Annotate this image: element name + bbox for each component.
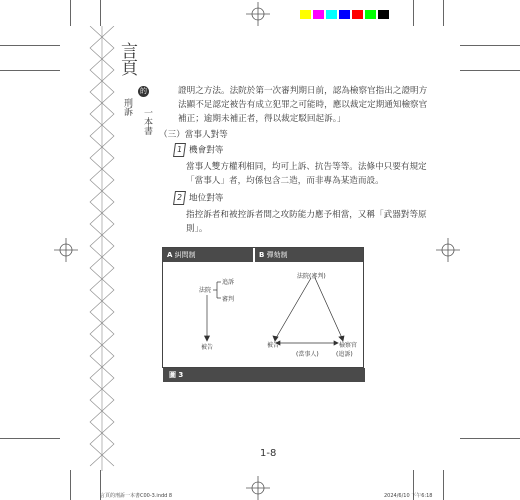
page-number: 1-8 [260,448,277,459]
panel-b-label: 彈劾制 [266,251,288,259]
sidebar-subtitle-text: 一本書 [142,108,152,135]
color-swatch [326,10,337,19]
diagram-connectors [163,248,363,367]
paragraph-line: 法顯不足認定被告有成立犯罪之可能時，應以裁定定期通知檢察官 [178,100,428,110]
section-heading: （三）當事人對等 [159,130,228,140]
color-swatch [339,10,350,19]
color-swatch [300,10,311,19]
paragraph-line: 指控訴者和被控訴者間之攻防能力應予相當，又稱「武器對等原 [186,210,427,220]
figure-number: 圖 3 [169,371,184,379]
sidebar-chapter-title [118,42,136,80]
panel-a-letter: A [167,251,173,259]
paragraph-line: 則」。 [186,224,208,234]
subsection-heading-2 [174,191,223,205]
diagram-label-judge: 審判 [222,296,235,303]
subsection-title: 機會對等 [189,145,224,156]
number-1-icon: 1 [173,143,186,157]
color-swatch [365,10,376,19]
diagram-label-prosecutor: 檢察官 [339,342,358,349]
paragraph-line: 「當事人」者，均係包含二造，而非專為某造而設。 [186,176,384,186]
print-slug-filename: 言頁的刑訴一本書C00-3.indd 8 [100,493,173,499]
sidebar-circle-text: 的 [140,87,147,95]
paragraph-line: 補正；逾期未補正者，得以裁定駁回起訴。」 [178,114,346,124]
diagram-label-parties: (當事人) [296,351,319,358]
panel-b-letter: B [259,251,265,259]
subsection-title: 地位對等 [189,193,224,204]
color-swatch [378,10,389,19]
diagram-label-court: 法院 [199,287,212,294]
panel-a-label: 糾問制 [174,251,196,259]
color-swatch [352,10,363,19]
sidebar-subtitle [142,108,152,138]
color-swatch [313,10,324,19]
side-zigzag-pattern [88,26,118,476]
number-2-icon: 2 [173,191,186,205]
adversarial-court-to-defendant-arrow [276,278,311,338]
diagram-label-defendant: 被告 [201,344,214,351]
arrow-head [334,341,338,345]
diagram-label-prosecute: 追訴 [222,279,235,286]
print-slug-timestamp: 2024/6/10 下午6:18 [384,493,433,499]
diagram-label-defendant: 被告 [267,342,280,349]
arrow-head [205,336,210,341]
diagram-label-prosecute: (追訴) [336,351,353,358]
sidebar-subject-text: 刑訴 [122,98,132,116]
sidebar-title-text: 言頁 [117,42,137,76]
diagram-label-court-trial: 法院(審判) [297,273,326,280]
paragraph-line: 證明之方法。法院於第一次審判期日前，認為檢察官指出之證明方 [178,86,428,96]
figure-caption-bar [163,368,365,382]
adversarial-court-to-prosecutor-arrow [315,278,342,338]
subsection-heading-1 [174,143,223,157]
sidebar-subject [122,98,132,119]
paragraph-line: 當事人雙方權利相同，均可上訴、抗告等等。法條中只要有規定 [186,162,427,172]
sidebar-circle-badge [138,86,149,97]
figure-diagram [162,247,364,379]
